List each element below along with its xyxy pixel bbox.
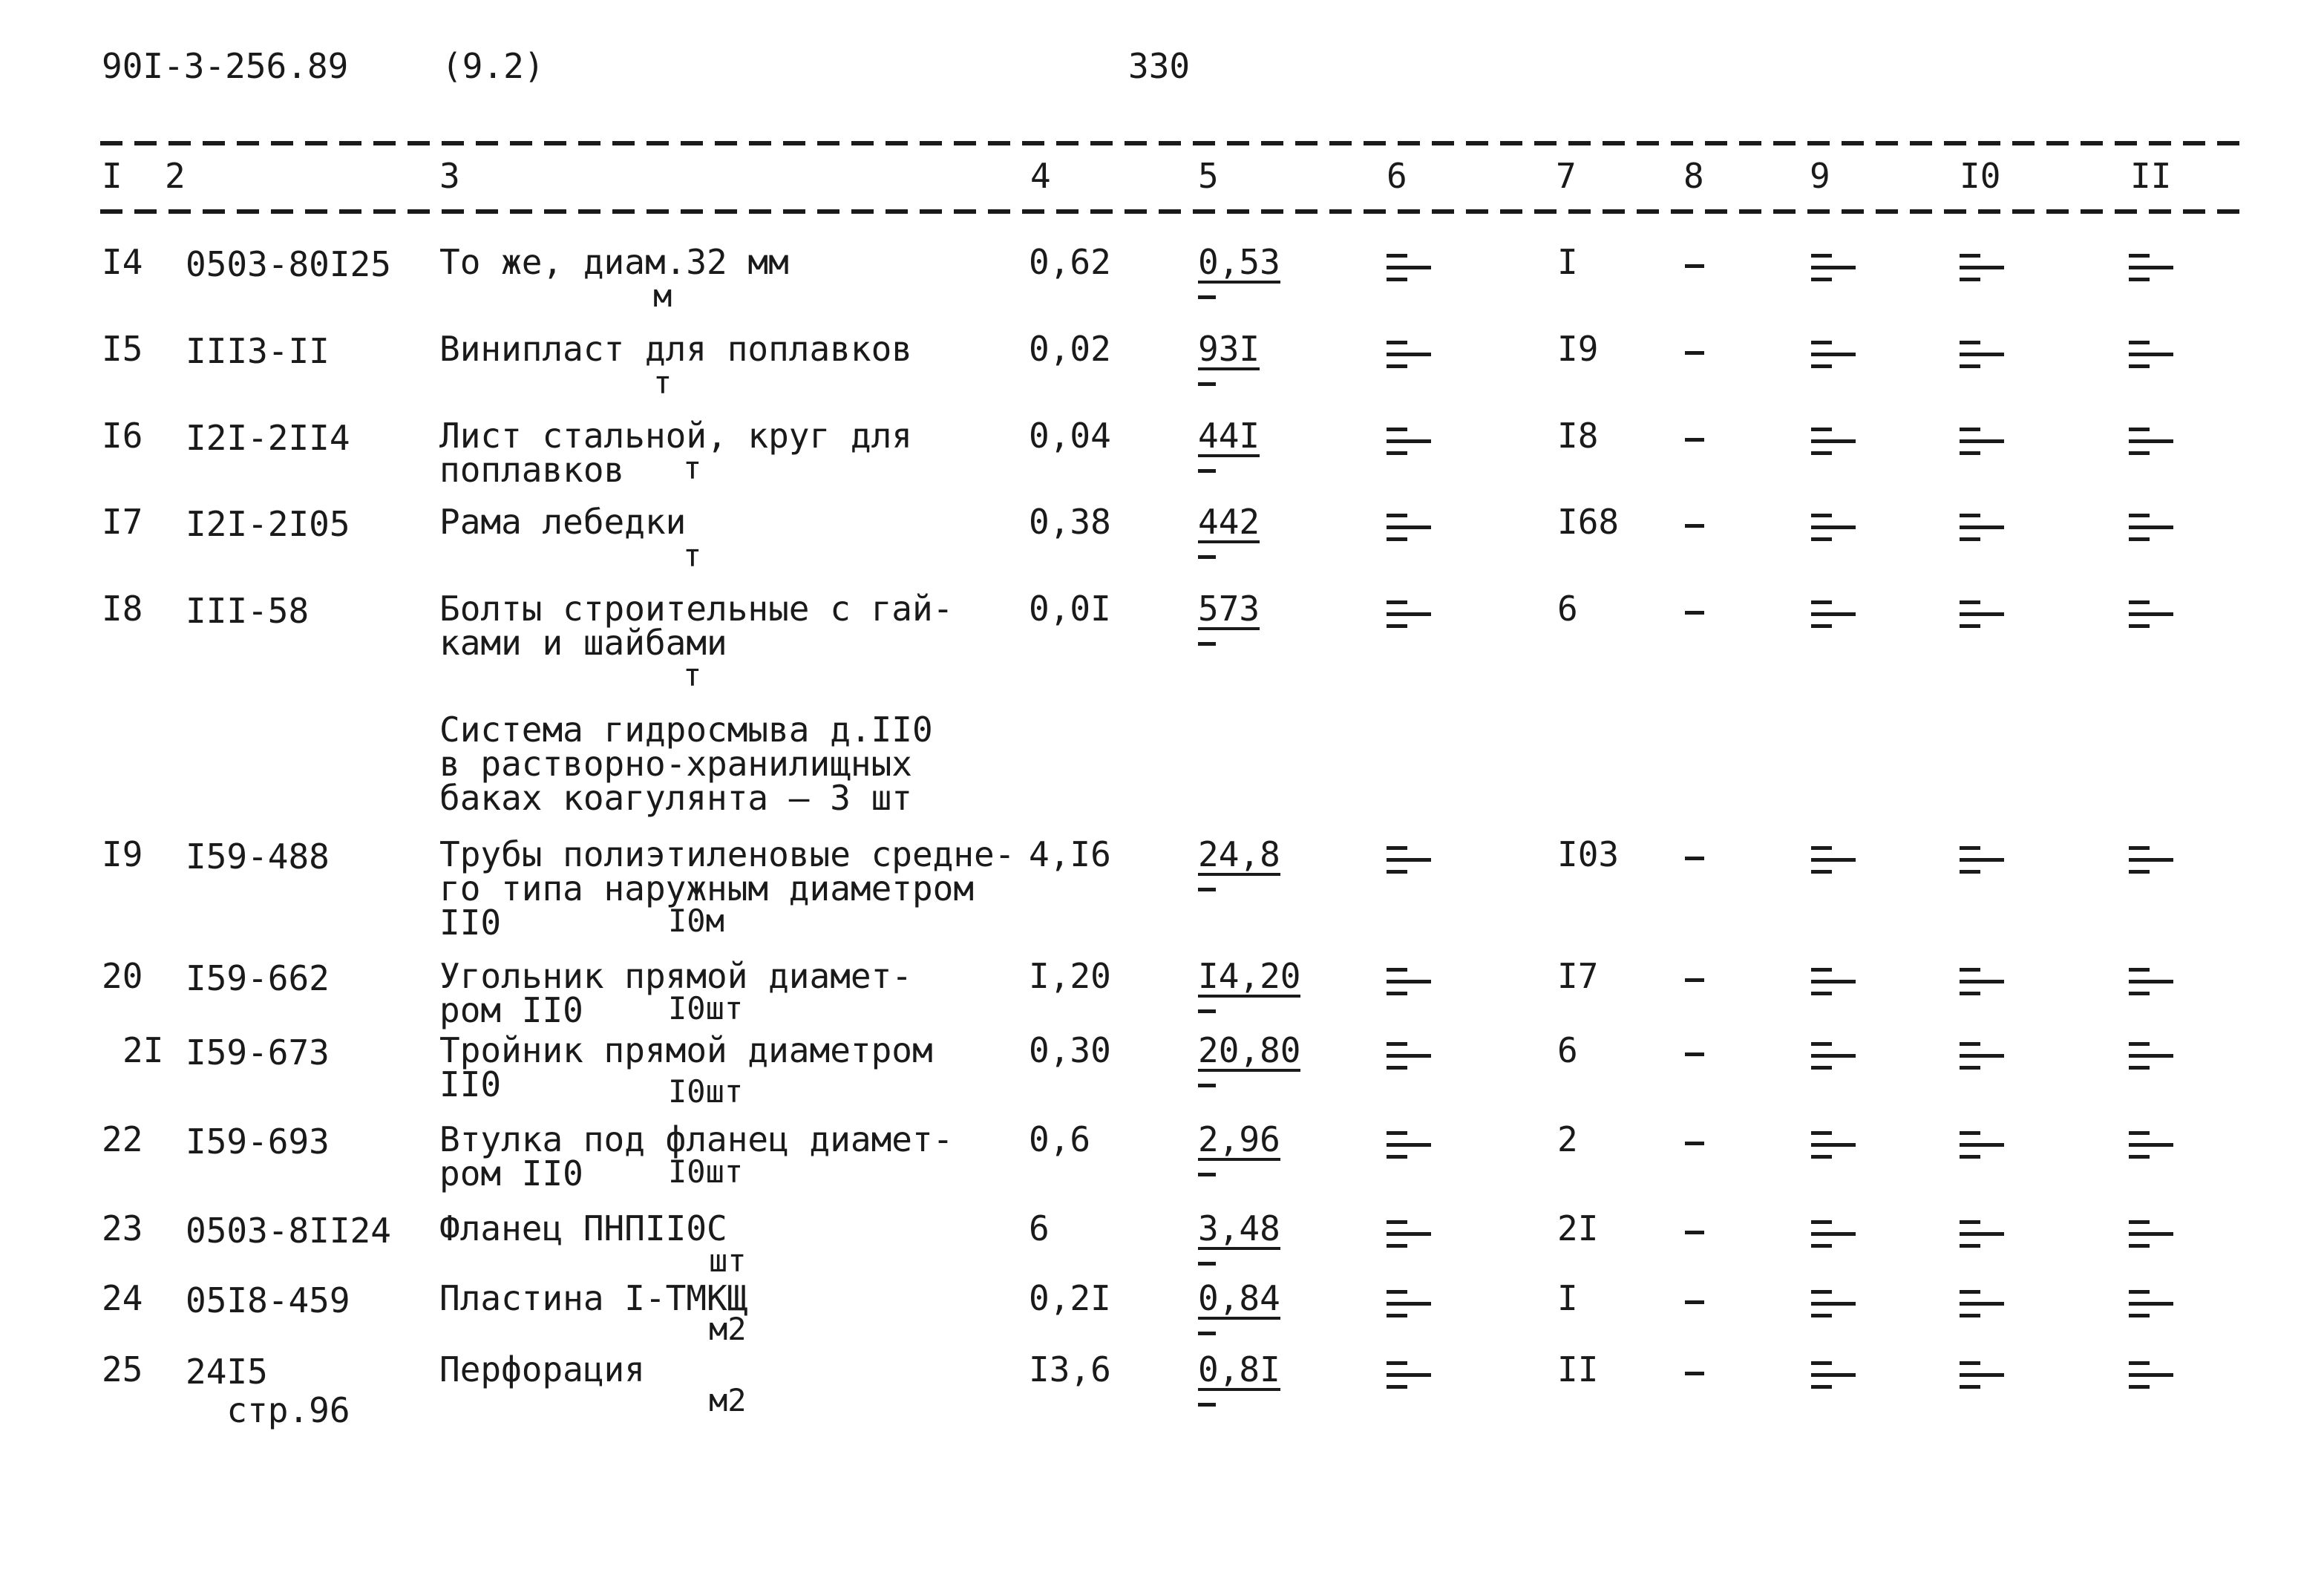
dash-mark — [1685, 1052, 1704, 1056]
quantity-value: I3,6 — [1029, 1349, 1111, 1389]
empty-value-mark — [1811, 595, 1856, 629]
item-description: Система гидросмыва д.II0 в растворно-хранилищных баках коагулянта – 3 шт — [439, 710, 933, 818]
empty-value-mark — [1387, 508, 1431, 542]
empty-value-mark — [1811, 422, 1856, 456]
column-header: 8 — [1683, 156, 1704, 196]
row-number: 24 — [102, 1278, 143, 1318]
unit-of-measure: т — [683, 657, 702, 693]
unit-of-measure: м — [653, 278, 672, 314]
document-code: 90I-3-256.89 — [102, 46, 349, 86]
empty-value-mark — [1387, 962, 1431, 996]
quantity-count: I — [1557, 1278, 1578, 1318]
item-description: То же, диам.32 мм — [439, 242, 789, 282]
price-sub-dash — [1198, 1009, 1216, 1013]
quantity-value: 0,2I — [1029, 1278, 1111, 1318]
empty-value-mark — [2129, 1355, 2173, 1389]
section-number: (9.2) — [442, 46, 545, 86]
column-header: II — [2130, 156, 2172, 196]
quantity-count: 2 — [1557, 1119, 1578, 1159]
empty-value-mark — [1811, 1355, 1856, 1389]
row-number: 20 — [102, 956, 143, 996]
empty-value-mark — [1811, 335, 1856, 369]
price-sub-dash — [1198, 1403, 1216, 1407]
price-sub-dash — [1198, 295, 1216, 299]
empty-value-mark — [1387, 1214, 1431, 1248]
empty-value-mark — [2129, 1284, 2173, 1318]
empty-value-mark — [1960, 335, 2004, 369]
item-description: Угольник прямой диамет- ром II0 — [439, 956, 912, 1030]
price-sub-dash — [1198, 1262, 1216, 1266]
dash-mark — [1685, 524, 1704, 528]
item-description: Рама лебедки — [439, 502, 687, 542]
quantity-value: 0,30 — [1029, 1030, 1111, 1070]
unit-price-value: 0,8I — [1198, 1349, 1280, 1389]
item-code: 0503-8II24 — [186, 1211, 391, 1251]
empty-value-mark — [1811, 508, 1856, 542]
item-description: Пластина I-ТМКЩ — [439, 1278, 748, 1318]
price-sub-dash — [1198, 382, 1216, 386]
item-description: Фланец ПНПII0С — [439, 1208, 727, 1248]
unit-of-measure: м2 — [709, 1382, 747, 1418]
empty-value-mark — [2129, 1125, 2173, 1159]
empty-value-mark — [1387, 335, 1431, 369]
empty-value-mark — [1811, 840, 1856, 874]
quantity-value: 0,38 — [1029, 502, 1111, 542]
row-number: I6 — [102, 416, 143, 456]
quantity-value: 0,04 — [1029, 416, 1111, 456]
empty-value-mark — [1811, 962, 1856, 996]
unit-of-measure: I0шт — [668, 990, 744, 1027]
item-description: Трубы полиэтиленовые средне- го типа наружным диаметром II0 — [439, 834, 1015, 943]
empty-value-mark — [2129, 1036, 2173, 1070]
column-header: I0 — [1960, 156, 2001, 196]
price-sub-dash — [1198, 888, 1216, 891]
dash-mark — [1685, 978, 1704, 982]
empty-value-mark — [1387, 1284, 1431, 1318]
unit-price-value: 3,48 — [1198, 1208, 1280, 1248]
unit-price-value: 2,96 — [1198, 1119, 1280, 1159]
column-header: 2 — [165, 156, 186, 196]
quantity-value: 0,0I — [1029, 589, 1111, 629]
unit-price-value: 24,8 — [1198, 834, 1280, 874]
empty-value-mark — [2129, 422, 2173, 456]
unit-price-value: 0,84 — [1198, 1278, 1280, 1318]
empty-value-mark — [1960, 962, 2004, 996]
empty-value-mark — [1811, 1214, 1856, 1248]
column-header: 4 — [1030, 156, 1051, 196]
quantity-count: I — [1557, 242, 1578, 282]
empty-value-mark — [1387, 840, 1431, 874]
item-description: Лист стальной, круг для поплавков — [439, 416, 912, 490]
item-code: I59-488 — [186, 837, 330, 877]
dash-mark — [1685, 857, 1704, 860]
dash-mark — [1685, 438, 1704, 442]
empty-value-mark — [1960, 840, 2004, 874]
unit-of-measure: I0м — [668, 903, 724, 939]
empty-value-mark — [2129, 840, 2173, 874]
item-code: I59-662 — [186, 958, 330, 998]
unit-price-value: 573 — [1198, 589, 1260, 629]
empty-value-mark — [2129, 962, 2173, 996]
row-number: I8 — [102, 589, 143, 629]
quantity-count: I68 — [1557, 502, 1620, 542]
empty-value-mark — [2129, 1214, 2173, 1248]
dash-mark — [1685, 1231, 1704, 1234]
empty-value-mark — [1811, 1284, 1856, 1318]
top-dashed-rule — [100, 141, 2242, 145]
empty-value-mark — [2129, 595, 2173, 629]
unit-of-measure: I0шт — [668, 1073, 744, 1110]
unit-of-measure: т — [683, 450, 702, 486]
item-description: Перфорация — [439, 1349, 645, 1389]
empty-value-mark — [1387, 1036, 1431, 1070]
unit-of-measure: т — [683, 537, 702, 574]
empty-value-mark — [1960, 1355, 2004, 1389]
item-code: III-58 — [186, 591, 310, 631]
quantity-value: 4,I6 — [1029, 834, 1111, 874]
column-header: 5 — [1198, 156, 1219, 196]
unit-price-value: 44I — [1198, 416, 1260, 456]
column-header: I — [102, 156, 122, 196]
empty-value-mark — [1960, 422, 2004, 456]
quantity-count: II — [1557, 1349, 1599, 1389]
row-number: I4 — [102, 242, 143, 282]
row-number: 25 — [102, 1349, 143, 1389]
empty-value-mark — [2129, 248, 2173, 282]
unit-of-measure: т — [653, 364, 672, 401]
quantity-count: I9 — [1557, 329, 1599, 369]
quantity-count: 6 — [1557, 589, 1578, 629]
row-number: I7 — [102, 502, 143, 542]
item-code: 05I8-459 — [186, 1280, 350, 1320]
row-number: 22 — [102, 1119, 143, 1159]
empty-value-mark — [1811, 1125, 1856, 1159]
quantity-value: 0,02 — [1029, 329, 1111, 369]
quantity-value: 6 — [1029, 1208, 1050, 1248]
empty-value-mark — [2129, 335, 2173, 369]
dash-mark — [1685, 1142, 1704, 1145]
dash-mark — [1685, 1372, 1704, 1375]
unit-price-value: 0,53 — [1198, 242, 1280, 282]
empty-value-mark — [1387, 1125, 1431, 1159]
quantity-count: I7 — [1557, 956, 1599, 996]
item-code: I2I-2II4 — [186, 418, 350, 458]
empty-value-mark — [1960, 1214, 2004, 1248]
price-sub-dash — [1198, 1332, 1216, 1335]
column-header: 7 — [1556, 156, 1577, 196]
empty-value-mark — [1960, 1125, 2004, 1159]
empty-value-mark — [1960, 1284, 2004, 1318]
empty-value-mark — [1811, 248, 1856, 282]
quantity-count: 2I — [1557, 1208, 1599, 1248]
unit-price-value: 93I — [1198, 329, 1260, 369]
price-sub-dash — [1198, 469, 1216, 473]
quantity-count: I8 — [1557, 416, 1599, 456]
item-description: Болты строительные с гай- ками и шайбами — [439, 589, 954, 663]
row-number: I9 — [102, 834, 143, 874]
dash-mark — [1685, 611, 1704, 615]
item-code: III3-II — [186, 331, 330, 371]
unit-price-value: I4,20 — [1198, 956, 1301, 996]
quantity-value: 0,6 — [1029, 1119, 1091, 1159]
empty-value-mark — [1960, 248, 2004, 282]
empty-value-mark — [1811, 1036, 1856, 1070]
dash-mark — [1685, 1300, 1704, 1304]
column-header: 6 — [1387, 156, 1407, 196]
empty-value-mark — [1387, 248, 1431, 282]
empty-value-mark — [1387, 422, 1431, 456]
price-sub-dash — [1198, 555, 1216, 559]
price-sub-dash — [1198, 642, 1216, 646]
dash-mark — [1685, 351, 1704, 355]
quantity-value: I,20 — [1029, 956, 1111, 996]
unit-price-value: 442 — [1198, 502, 1260, 542]
empty-value-mark — [1960, 595, 2004, 629]
empty-value-mark — [1960, 1036, 2004, 1070]
unit-price-value: 20,80 — [1198, 1030, 1301, 1070]
item-description: Винипласт для поплавков — [439, 329, 912, 369]
empty-value-mark — [1387, 595, 1431, 629]
quantity-count: I03 — [1557, 834, 1620, 874]
item-code: 0503-80I25 — [186, 244, 391, 284]
column-header: 3 — [439, 156, 460, 196]
quantity-value: 0,62 — [1029, 242, 1111, 282]
row-number: 23 — [102, 1208, 143, 1248]
unit-of-measure: шт — [709, 1243, 747, 1279]
empty-value-mark — [1387, 1355, 1431, 1389]
dash-mark — [1685, 264, 1704, 268]
page-number: 330 — [1128, 46, 1191, 86]
item-code: I59-693 — [186, 1122, 330, 1162]
unit-of-measure: I0шт — [668, 1153, 744, 1190]
item-code: I2I-2I05 — [186, 504, 350, 544]
item-description: Втулка под фланец диамет- ром II0 — [439, 1119, 954, 1194]
item-description: Тройник прямой диаметром II0 — [439, 1030, 933, 1104]
header-dashed-rule — [100, 209, 2242, 214]
price-sub-dash — [1198, 1084, 1216, 1087]
price-sub-dash — [1198, 1173, 1216, 1176]
item-code: I59-673 — [186, 1032, 330, 1073]
unit-of-measure: м2 — [709, 1311, 747, 1347]
item-code: 24I5 стр.96 — [186, 1352, 350, 1430]
row-number: I5 — [102, 329, 143, 369]
row-number: 2I — [122, 1030, 164, 1070]
quantity-count: 6 — [1557, 1030, 1578, 1070]
empty-value-mark — [1960, 508, 2004, 542]
empty-value-mark — [2129, 508, 2173, 542]
column-header: 9 — [1810, 156, 1830, 196]
